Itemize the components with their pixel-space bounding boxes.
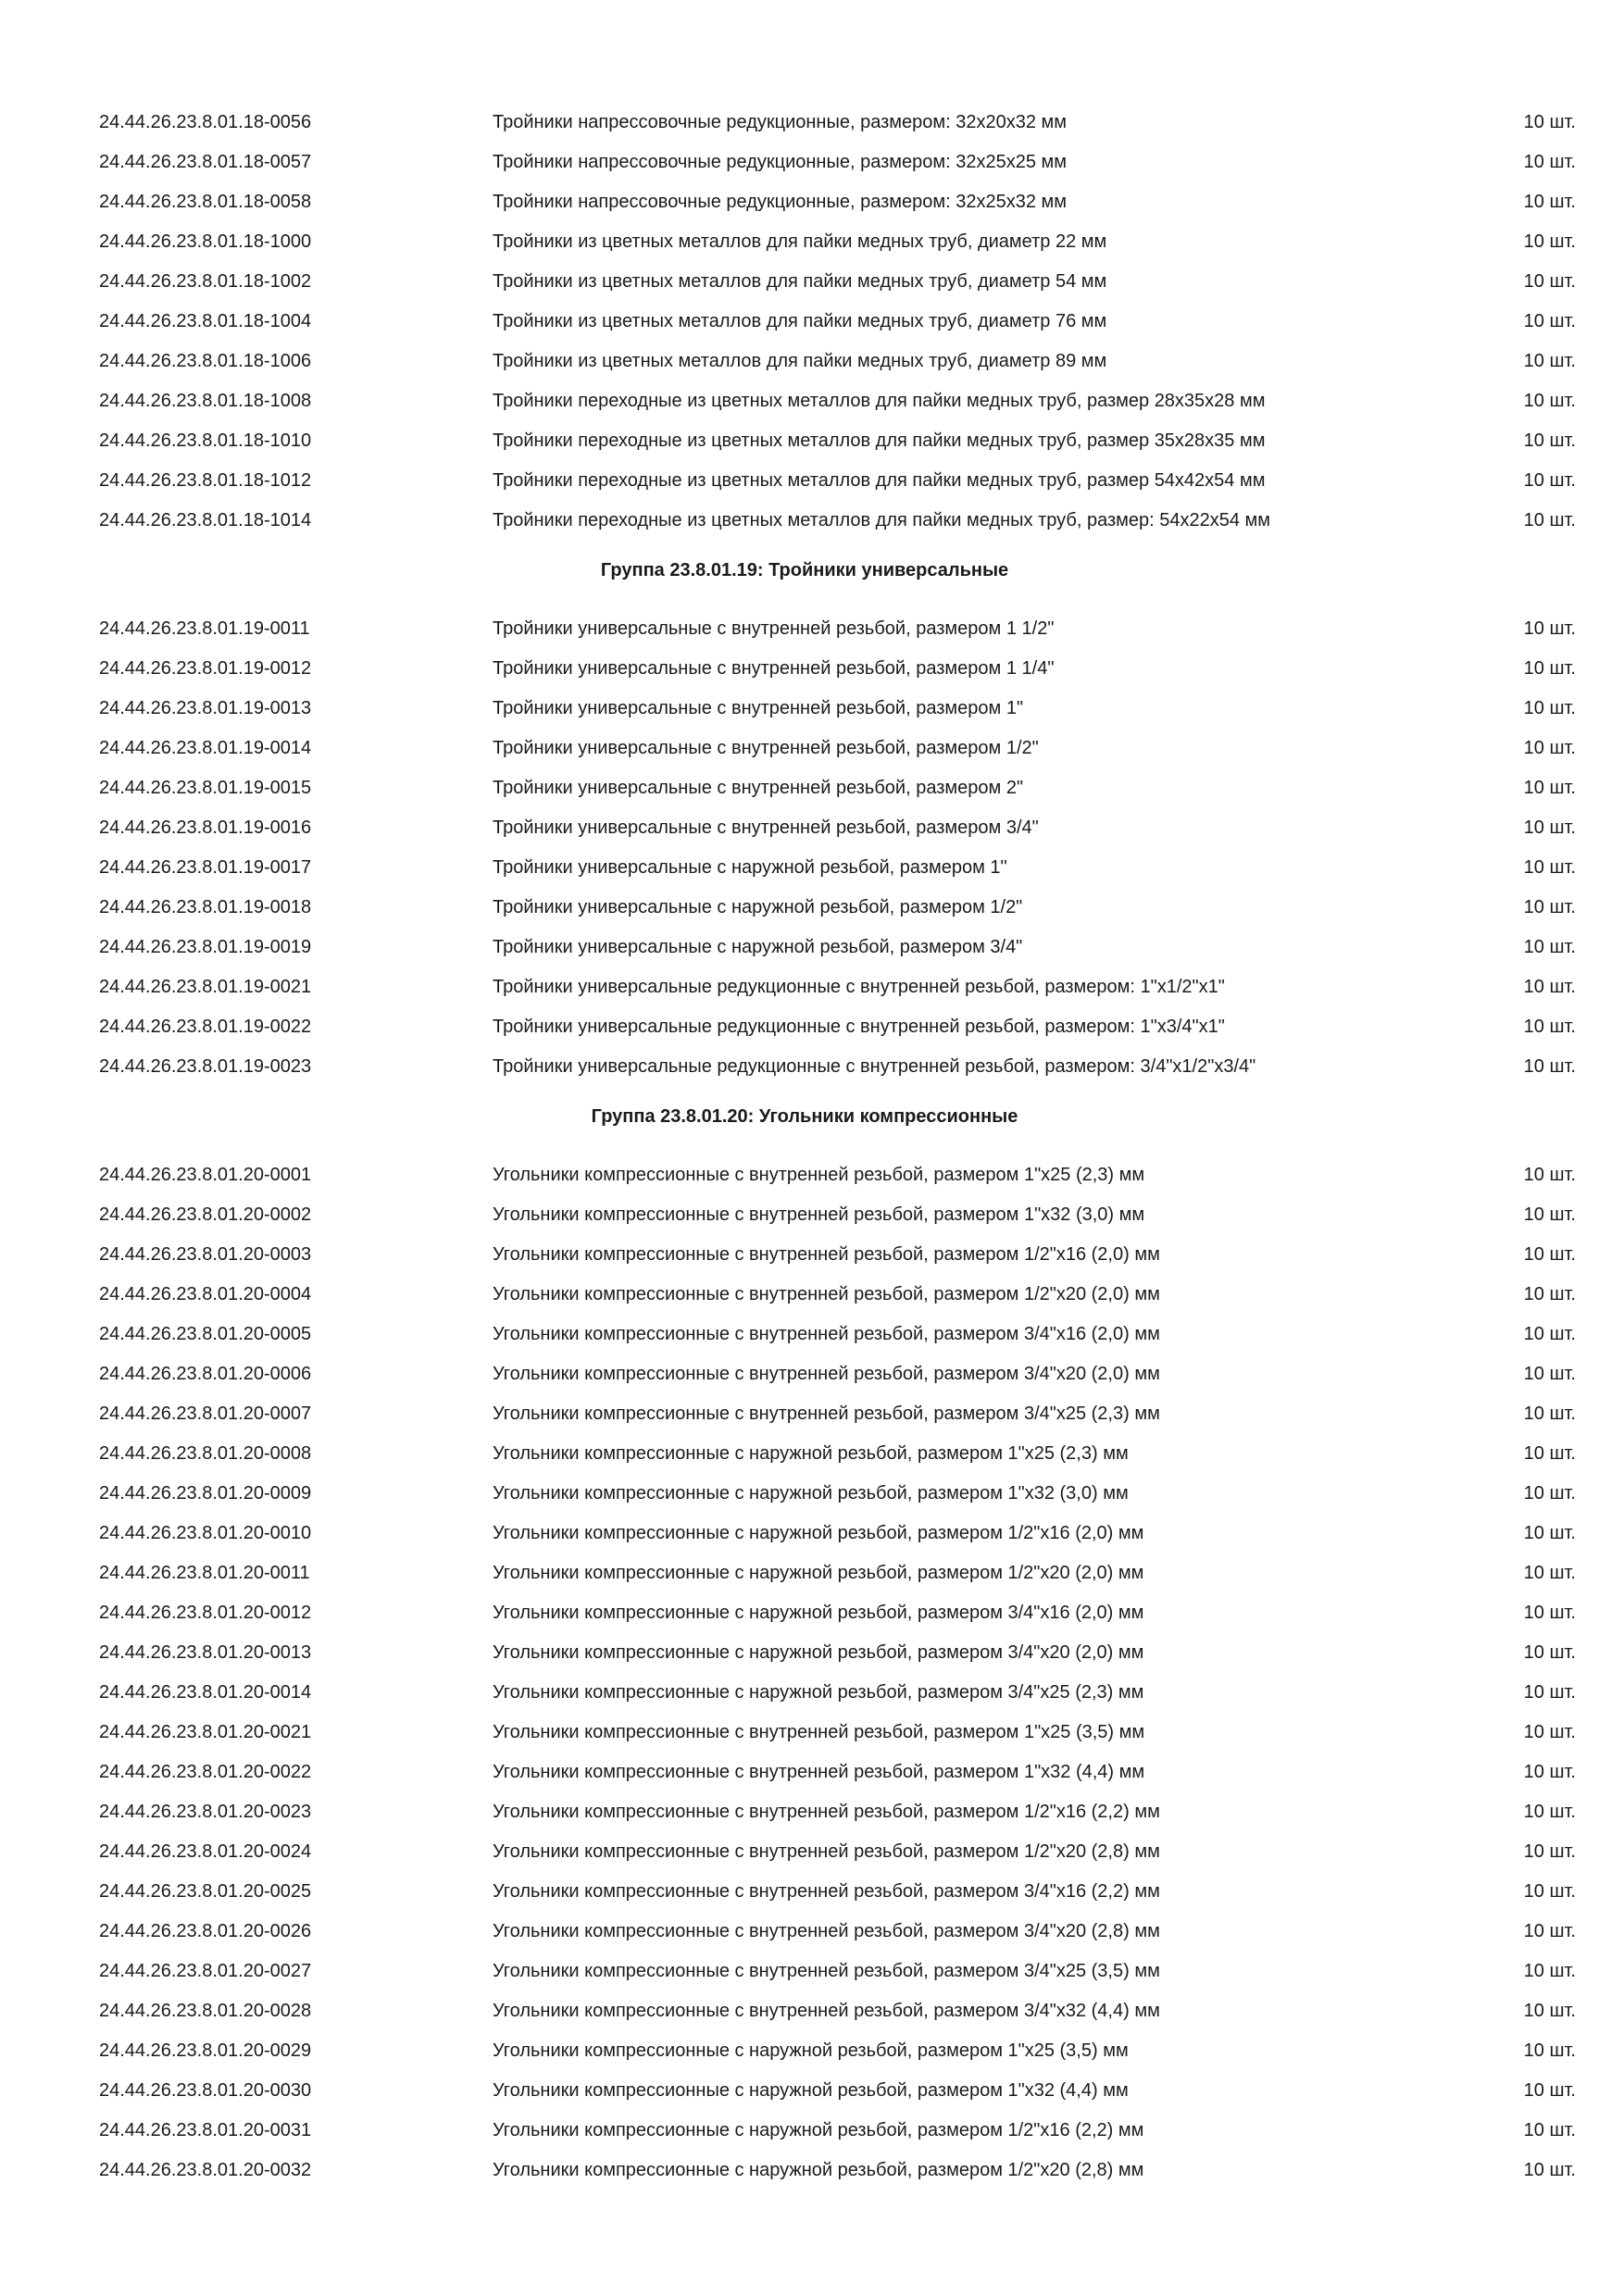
item-quantity: 10 шт. xyxy=(1523,1364,1576,1384)
item-description: Угольники компрессионные с наружной резьбой, размером 1"х32 (4,4) мм xyxy=(493,2080,1129,2101)
table-row xyxy=(0,1673,1624,1713)
item-code: 24.44.26.23.8.01.20-0007 xyxy=(99,1404,312,1424)
item-code: 24.44.26.23.8.01.20-0022 xyxy=(99,1762,312,1782)
item-description: Угольники компрессионные с наружной резьбой, размером 1/2"х20 (2,8) мм xyxy=(493,2160,1144,2180)
table-row xyxy=(0,888,1624,928)
item-quantity: 10 шт. xyxy=(1523,1642,1576,1663)
item-code: 24.44.26.23.8.01.20-0026 xyxy=(99,1921,312,1941)
item-description: Тройники из цветных металлов для пайки медных труб, диаметр 76 мм xyxy=(493,311,1107,331)
item-code: 24.44.26.23.8.01.20-0031 xyxy=(99,2120,312,2140)
table-row xyxy=(0,381,1624,421)
table-row xyxy=(0,1195,1624,1235)
item-quantity: 10 шт. xyxy=(1523,1165,1576,1185)
item-code: 24.44.26.23.8.01.20-0005 xyxy=(99,1324,312,1344)
item-description: Угольники компрессионные с наружной резьбой, размером 3/4"х20 (2,0) мм xyxy=(493,1642,1144,1663)
item-quantity: 10 шт. xyxy=(1523,2160,1576,2180)
item-quantity: 10 шт. xyxy=(1523,658,1576,679)
item-description: Тройники из цветных металлов для пайки медных труб, диаметр 54 мм xyxy=(493,271,1107,292)
item-code: 24.44.26.23.8.01.18-1004 xyxy=(99,311,312,331)
item-code: 24.44.26.23.8.01.20-0029 xyxy=(99,2040,312,2061)
table-row xyxy=(0,222,1624,262)
item-quantity: 10 шт. xyxy=(1523,1523,1576,1543)
table-row xyxy=(0,928,1624,967)
item-description: Угольники компрессионные с внутренней резьбой, размером 1"х32 (3,0) мм xyxy=(493,1204,1145,1225)
item-quantity: 10 шт. xyxy=(1523,857,1576,878)
item-code: 24.44.26.23.8.01.20-0008 xyxy=(99,1443,312,1464)
item-quantity: 10 шт. xyxy=(1523,311,1576,331)
item-quantity: 10 шт. xyxy=(1523,1603,1576,1623)
item-code: 24.44.26.23.8.01.18-1008 xyxy=(99,391,312,411)
table-row xyxy=(0,1514,1624,1554)
item-description: Угольники компрессионные с внутренней резьбой, размером 3/4"х16 (2,0) мм xyxy=(493,1324,1160,1344)
item-quantity: 10 шт. xyxy=(1523,1244,1576,1265)
table-row xyxy=(0,1275,1624,1315)
table-row xyxy=(0,143,1624,182)
item-description: Угольники компрессионные с наружной резьбой, размером 1"х32 (3,0) мм xyxy=(493,1483,1129,1504)
item-code: 24.44.26.23.8.01.20-0023 xyxy=(99,1802,312,1822)
item-description: Угольники компрессионные с внутренней резьбой, размером 3/4"х16 (2,2) мм xyxy=(493,1881,1160,1902)
item-code: 24.44.26.23.8.01.20-0006 xyxy=(99,1364,312,1384)
item-code: 24.44.26.23.8.01.20-0001 xyxy=(99,1165,312,1185)
item-quantity: 10 шт. xyxy=(1523,817,1576,838)
item-description: Угольники компрессионные с внутренней резьбой, размером 3/4"х32 (4,4) мм xyxy=(493,2001,1160,2021)
item-quantity: 10 шт. xyxy=(1523,470,1576,491)
item-code: 24.44.26.23.8.01.18-1012 xyxy=(99,470,312,491)
item-code: 24.44.26.23.8.01.20-0014 xyxy=(99,1682,312,1703)
item-code: 24.44.26.23.8.01.19-0017 xyxy=(99,857,312,878)
table-row xyxy=(0,1792,1624,1832)
item-quantity: 10 шт. xyxy=(1523,618,1576,639)
item-quantity: 10 шт. xyxy=(1523,1841,1576,1862)
item-description: Угольники компрессионные с наружной резьбой, размером 1/2"х16 (2,2) мм xyxy=(493,2120,1144,2140)
item-quantity: 10 шт. xyxy=(1523,430,1576,451)
table-row xyxy=(0,262,1624,302)
item-description: Тройники из цветных металлов для пайки медных труб, диаметр 22 мм xyxy=(493,231,1107,252)
item-code: 24.44.26.23.8.01.20-0021 xyxy=(99,1722,312,1742)
item-description: Тройники универсальные редукционные с внутренней резьбой, размером: 1"х1/2"х1" xyxy=(493,977,1225,997)
item-code: 24.44.26.23.8.01.20-0025 xyxy=(99,1881,312,1902)
item-quantity: 10 шт. xyxy=(1523,1722,1576,1742)
item-description: Угольники компрессионные с внутренней резьбой, размером 1/2"х20 (2,0) мм xyxy=(493,1284,1160,1304)
item-quantity: 10 шт. xyxy=(1523,1483,1576,1504)
item-code: 24.44.26.23.8.01.19-0023 xyxy=(99,1056,312,1077)
table-row xyxy=(0,2151,1624,2190)
table-row xyxy=(0,1912,1624,1952)
item-description: Угольники компрессионные с внутренней резьбой, размером 1"х25 (3,5) мм xyxy=(493,1722,1145,1742)
item-code: 24.44.26.23.8.01.20-0032 xyxy=(99,2160,312,2180)
item-quantity: 10 шт. xyxy=(1523,510,1576,530)
table-row xyxy=(0,1354,1624,1394)
section-19 xyxy=(0,609,1624,1087)
item-description: Тройники универсальные с наружной резьбой, размером 3/4" xyxy=(493,937,1023,957)
item-quantity: 10 шт. xyxy=(1523,1921,1576,1941)
item-code: 24.44.26.23.8.01.20-0003 xyxy=(99,1244,312,1265)
item-code: 24.44.26.23.8.01.20-0011 xyxy=(99,1563,310,1583)
item-code: 24.44.26.23.8.01.20-0010 xyxy=(99,1523,312,1543)
item-description: Угольники компрессионные с наружной резьбой, размером 1"х25 (3,5) мм xyxy=(493,2040,1129,2061)
table-row xyxy=(0,302,1624,342)
item-code: 24.44.26.23.8.01.20-0030 xyxy=(99,2080,312,2101)
item-quantity: 10 шт. xyxy=(1523,1802,1576,1822)
table-row xyxy=(0,1952,1624,1991)
item-code: 24.44.26.23.8.01.19-0019 xyxy=(99,937,312,957)
item-quantity: 10 шт. xyxy=(1523,1443,1576,1464)
table-row xyxy=(0,421,1624,461)
item-quantity: 10 шт. xyxy=(1523,351,1576,371)
item-code: 24.44.26.23.8.01.19-0011 xyxy=(99,618,310,639)
item-quantity: 10 шт. xyxy=(1523,271,1576,292)
item-description: Тройники переходные из цветных металлов для пайки медных труб, размер 35х28х35 мм xyxy=(493,430,1266,451)
table-row xyxy=(0,649,1624,689)
item-quantity: 10 шт. xyxy=(1523,1682,1576,1703)
table-row xyxy=(0,848,1624,888)
table-row xyxy=(0,2031,1624,2071)
table-row xyxy=(0,2111,1624,2151)
item-description: Тройники универсальные с наружной резьбой, размером 1/2" xyxy=(493,897,1023,917)
table-row xyxy=(0,1007,1624,1047)
table-row xyxy=(0,2071,1624,2111)
table-row xyxy=(0,461,1624,501)
item-quantity: 10 шт. xyxy=(1523,1961,1576,1981)
table-row xyxy=(0,967,1624,1007)
table-row xyxy=(0,1394,1624,1434)
item-quantity: 10 шт. xyxy=(1523,2001,1576,2021)
item-code: 24.44.26.23.8.01.20-0013 xyxy=(99,1642,312,1663)
item-quantity: 10 шт. xyxy=(1523,391,1576,411)
item-quantity: 10 шт. xyxy=(1523,192,1576,212)
item-description: Тройники универсальные с наружной резьбой, размером 1" xyxy=(493,857,1007,878)
item-quantity: 10 шт. xyxy=(1523,112,1576,132)
item-quantity: 10 шт. xyxy=(1523,1324,1576,1344)
item-description: Тройники универсальные с внутренней резьбой, размером 3/4" xyxy=(493,817,1039,838)
group-heading xyxy=(0,1087,1624,1155)
item-code: 24.44.26.23.8.01.19-0016 xyxy=(99,817,312,838)
item-code: 24.44.26.23.8.01.20-0012 xyxy=(99,1603,312,1623)
item-description: Тройники переходные из цветных металлов для пайки медных труб, размер 28х35х28 мм xyxy=(493,391,1266,411)
item-quantity: 10 шт. xyxy=(1523,2040,1576,2061)
item-quantity: 10 шт. xyxy=(1523,2120,1576,2140)
item-code: 24.44.26.23.8.01.18-1006 xyxy=(99,351,312,371)
item-quantity: 10 шт. xyxy=(1523,937,1576,957)
table-row xyxy=(0,609,1624,649)
table-row xyxy=(0,342,1624,381)
table-row xyxy=(0,1155,1624,1195)
item-code: 24.44.26.23.8.01.19-0013 xyxy=(99,698,312,718)
item-description: Угольники компрессионные с наружной резьбой, размером 3/4"х16 (2,0) мм xyxy=(493,1603,1144,1623)
item-description: Тройники напрессовочные редукционные, размером: 32х25х25 мм xyxy=(493,152,1068,172)
item-code: 24.44.26.23.8.01.20-0002 xyxy=(99,1204,312,1225)
item-quantity: 10 шт. xyxy=(1523,1204,1576,1225)
item-description: Угольники компрессионные с внутренней резьбой, размером 1/2"х20 (2,8) мм xyxy=(493,1841,1160,1862)
group-heading xyxy=(0,541,1624,609)
item-quantity: 10 шт. xyxy=(1523,738,1576,758)
item-description: Тройники из цветных металлов для пайки медных труб, диаметр 89 мм xyxy=(493,351,1107,371)
item-description: Тройники универсальные с внутренней резьбой, размером 2" xyxy=(493,778,1024,798)
table-row xyxy=(0,501,1624,541)
item-quantity: 10 шт. xyxy=(1523,1881,1576,1902)
group-title: Группа 23.8.01.19: Тройники универсальные xyxy=(600,560,1009,580)
item-quantity: 10 шт. xyxy=(1523,1762,1576,1782)
item-quantity: 10 шт. xyxy=(1523,1404,1576,1424)
item-description: Угольники компрессионные с внутренней резьбой, размером 3/4"х25 (3,5) мм xyxy=(493,1961,1160,1981)
table-row xyxy=(0,103,1624,143)
item-description: Тройники универсальные с внутренней резьбой, размером 1 1/4" xyxy=(493,658,1055,679)
item-description: Угольники компрессионные с наружной резьбой, размером 3/4"х25 (2,3) мм xyxy=(493,1682,1144,1703)
item-code: 24.44.26.23.8.01.20-0028 xyxy=(99,2001,312,2021)
item-description: Угольники компрессионные с внутренней резьбой, размером 1"х25 (2,3) мм xyxy=(493,1165,1145,1185)
group-title: Группа 23.8.01.20: Угольники компрессионные xyxy=(591,1106,1018,1127)
table-row xyxy=(0,689,1624,729)
item-quantity: 10 шт. xyxy=(1523,1017,1576,1037)
table-row xyxy=(0,768,1624,808)
item-description: Угольники компрессионные с внутренней резьбой, размером 1/2"х16 (2,0) мм xyxy=(493,1244,1160,1265)
item-code: 24.44.26.23.8.01.18-1014 xyxy=(99,510,312,530)
item-description: Угольники компрессионные с наружной резьбой, размером 1"х25 (2,3) мм xyxy=(493,1443,1129,1464)
item-quantity: 10 шт. xyxy=(1523,1563,1576,1583)
item-quantity: 10 шт. xyxy=(1523,1284,1576,1304)
item-description: Тройники напрессовочные редукционные, размером: 32х20х32 мм xyxy=(493,112,1068,132)
table-row xyxy=(0,1753,1624,1792)
table-row xyxy=(0,1593,1624,1633)
table-row xyxy=(0,1991,1624,2031)
table-row xyxy=(0,1832,1624,1872)
table-row xyxy=(0,1554,1624,1593)
item-code: 24.44.26.23.8.01.18-0058 xyxy=(99,192,312,212)
item-code: 24.44.26.23.8.01.20-0004 xyxy=(99,1284,312,1304)
item-quantity: 10 шт. xyxy=(1523,778,1576,798)
table-row xyxy=(0,1474,1624,1514)
item-quantity: 10 шт. xyxy=(1523,231,1576,252)
table-row xyxy=(0,1047,1624,1087)
item-code: 24.44.26.23.8.01.18-0057 xyxy=(99,152,312,172)
item-description: Тройники напрессовочные редукционные, размером: 32х25х32 мм xyxy=(493,192,1068,212)
table-row xyxy=(0,1315,1624,1354)
item-description: Угольники компрессионные с внутренней резьбой, размером 3/4"х20 (2,0) мм xyxy=(493,1364,1160,1384)
item-code: 24.44.26.23.8.01.20-0027 xyxy=(99,1961,312,1981)
item-code: 24.44.26.23.8.01.19-0014 xyxy=(99,738,312,758)
item-description: Угольники компрессионные с внутренней резьбой, размером 3/4"х25 (2,3) мм xyxy=(493,1404,1160,1424)
item-description: Тройники универсальные с внутренней резьбой, размером 1" xyxy=(493,698,1024,718)
section-18-continuation xyxy=(0,103,1624,541)
item-description: Угольники компрессионные с внутренней резьбой, размером 3/4"х20 (2,8) мм xyxy=(493,1921,1160,1941)
table-row xyxy=(0,1872,1624,1912)
item-description: Угольники компрессионные с наружной резьбой, размером 1/2"х20 (2,0) мм xyxy=(493,1563,1144,1583)
item-quantity: 10 шт. xyxy=(1523,897,1576,917)
item-description: Угольники компрессионные с наружной резьбой, размером 1/2"х16 (2,0) мм xyxy=(493,1523,1144,1543)
table-row xyxy=(0,729,1624,768)
item-quantity: 10 шт. xyxy=(1523,977,1576,997)
item-code: 24.44.26.23.8.01.19-0015 xyxy=(99,778,312,798)
item-description: Тройники универсальные с внутренней резьбой, размером 1/2" xyxy=(493,738,1039,758)
item-description: Тройники универсальные редукционные с внутренней резьбой, размером: 3/4"х1/2"х3/4" xyxy=(493,1056,1256,1077)
item-description: Тройники универсальные с внутренней резьбой, размером 1 1/2" xyxy=(493,618,1055,639)
item-code: 24.44.26.23.8.01.19-0022 xyxy=(99,1017,312,1037)
item-code: 24.44.26.23.8.01.19-0012 xyxy=(99,658,312,679)
table-row xyxy=(0,808,1624,848)
item-code: 24.44.26.23.8.01.20-0024 xyxy=(99,1841,312,1862)
item-description: Тройники универсальные редукционные с внутренней резьбой, размером: 1"х3/4"х1" xyxy=(493,1017,1225,1037)
table-row xyxy=(0,182,1624,222)
item-quantity: 10 шт. xyxy=(1523,1056,1576,1077)
item-description: Угольники компрессионные с внутренней резьбой, размером 1/2"х16 (2,2) мм xyxy=(493,1802,1160,1822)
item-code: 24.44.26.23.8.01.18-1002 xyxy=(99,271,312,292)
table-row xyxy=(0,1633,1624,1673)
item-quantity: 10 шт. xyxy=(1523,2080,1576,2101)
item-quantity: 10 шт. xyxy=(1523,152,1576,172)
table-row xyxy=(0,1713,1624,1753)
item-code: 24.44.26.23.8.01.18-1000 xyxy=(99,231,312,252)
item-description: Угольники компрессионные с внутренней резьбой, размером 1"х32 (4,4) мм xyxy=(493,1762,1145,1782)
section-20 xyxy=(0,1155,1624,2190)
item-description: Тройники переходные из цветных металлов для пайки медных труб, размер: 54х22х54 мм xyxy=(493,510,1271,530)
table-row xyxy=(0,1434,1624,1474)
item-quantity: 10 шт. xyxy=(1523,698,1576,718)
item-code: 24.44.26.23.8.01.19-0018 xyxy=(99,897,312,917)
item-code: 24.44.26.23.8.01.18-1010 xyxy=(99,430,312,451)
table-row xyxy=(0,1235,1624,1275)
item-code: 24.44.26.23.8.01.20-0009 xyxy=(99,1483,312,1504)
item-code: 24.44.26.23.8.01.19-0021 xyxy=(99,977,312,997)
item-description: Тройники переходные из цветных металлов для пайки медных труб, размер 54х42х54 мм xyxy=(493,470,1266,491)
item-code: 24.44.26.23.8.01.18-0056 xyxy=(99,112,312,132)
